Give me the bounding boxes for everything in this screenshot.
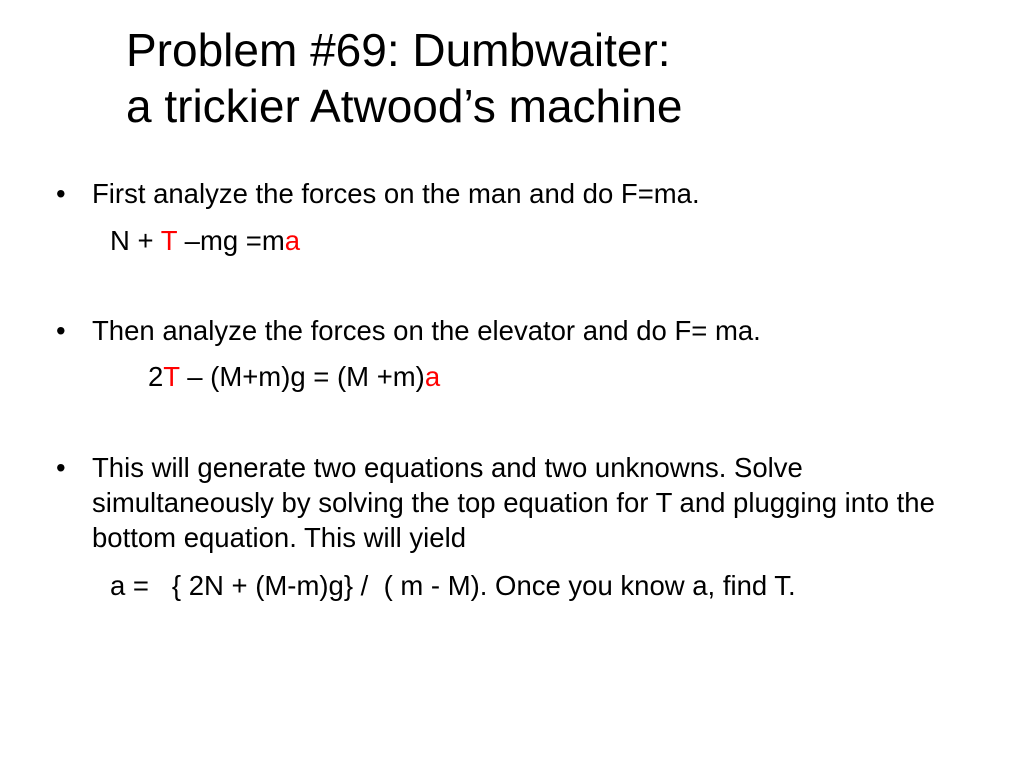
title-line-1: Problem #69: Dumbwaiter:: [126, 24, 671, 76]
equation-text: a = { 2N + (M-m)g} / ( m - M). Once you know a, find T.: [110, 570, 796, 601]
equation-part: –mg =m: [177, 225, 285, 256]
title-line-2: a trickier Atwood’s machine: [126, 80, 683, 132]
acceleration-symbol: a: [424, 361, 441, 392]
bullet-marker: •: [56, 315, 66, 346]
equation-elevator: [148, 359, 440, 394]
equation-part: – (M+m)g = (M +m): [179, 361, 425, 392]
equation-part: 2: [148, 361, 164, 392]
bullet-text: This will generate two equations and two unknowns. Solve simultaneously by solving the top equation for T and plugging into the bottom equation. This will yield: [92, 452, 935, 553]
equation-part: N +: [110, 225, 161, 256]
bullet-text: Then analyze the forces on the elevator and do F= ma.: [92, 315, 761, 346]
bullet-marker: •: [56, 178, 66, 209]
equation-man: [110, 223, 300, 258]
tension-symbol: T: [160, 225, 178, 256]
slide-title: [126, 22, 683, 134]
bullet-marker: •: [56, 452, 66, 483]
tension-symbol: T: [163, 361, 180, 392]
acceleration-symbol: a: [284, 225, 301, 256]
bullet-text: First analyze the forces on the man and do F=ma.: [92, 178, 700, 209]
equation-solution: [110, 568, 796, 603]
